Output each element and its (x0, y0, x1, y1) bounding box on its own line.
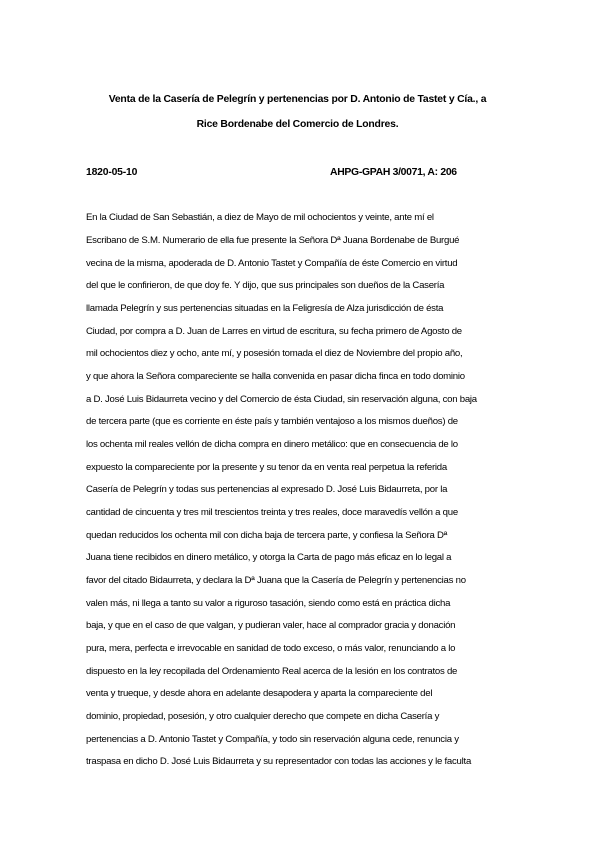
document-title-line-1: Venta de la Casería de Pelegrín y pertenencias por D. Antonio de Tastet y Cía., a (108, 94, 487, 105)
body-line: traspasa en dicho D. José Luis Bidaurreta y su representador con todas las acciones y le faculta (86, 756, 472, 767)
body-line: pura, mera, perfecta e irrevocable en sanidad de todo exceso, o más valor, renunciando a lo (86, 643, 456, 654)
body-line: mil ochocientos diez y ocho, ante mí, y posesión tomada el diez de Noviembre del propio año, (86, 348, 463, 359)
body-line: quedan reducidos los ochenta mil con dicha baja de tercera parte, y confiesa la Señora Dª (86, 530, 448, 541)
body-line: favor del citado Bidaurreta, y declara la Dª Juana que la Casería de Pelegrín y pertenencias no (86, 575, 466, 586)
body-line: pertenencias a D. Antonio Tastet y Compañía, y todo sin reservación alguna cede, renuncia y (86, 734, 459, 745)
body-line: de tercera parte (que es corriente en éste país y también ventajoso a los mismos dueños) de (86, 416, 458, 427)
body-line: vecina de la misma, apoderada de D. Antonio Tastet y Compañía de éste Comercio en virtud (86, 258, 458, 269)
body-line: En la Ciudad de San Sebastián, a diez de Mayo de mil ochocientos y veinte, ante mí el (86, 212, 434, 223)
body-line: valen más, ni llega a tanto su valor a riguroso tasación, siendo como está en práctica dicha (86, 598, 451, 609)
body-line: Ciudad, por compra a D. Juan de Larres en virtud de escritura, su fecha primero de Agosto de (86, 326, 462, 337)
body-line: expuesto la compareciente por la presente y su tenor da en venta real perpetua la referida (86, 462, 447, 473)
document-title-line-2: Rice Bordenabe del Comercio de Londres. (196, 119, 399, 130)
body-line: del que le confirieron, de que doy fe. Y dijo, que sus principales son dueños de la Casería (86, 280, 445, 291)
body-line: dominio, propiedad, posesión, y otro cualquier derecho que compete en dicha Casería y (86, 711, 440, 722)
archive-reference: AHPG-GPAH 3/0071, A: 206 (330, 167, 457, 178)
body-line: los ochenta mil reales vellón de dicha compra en dinero metálico: que en consecuencia de lo (86, 439, 458, 450)
document-date: 1820-05-10 (86, 167, 138, 178)
body-line: Juana tiene recibidos en dinero metálico, y otorga la Carta de pago más eficaz en lo legal a (86, 552, 452, 563)
body-line: Casería de Pelegrín y todas sus pertenencias al expresado D. José Luis Bidaurreta, por la (86, 484, 448, 495)
body-line: y que ahora la Señora compareciente se halla convenida en pasar dicha finca en todo dominio (86, 371, 465, 382)
body-line: venta y trueque, y desde ahora en adelante desapodera y aparta la compareciente del (86, 688, 433, 699)
body-line: cantidad de cincuenta y tres mil trescientos treinta y tres reales, doce maravedís vellón a que (86, 507, 458, 518)
body-line: Escribano de S.M. Numerario de ella fue presente la Señora Dª Juana Bordenabe de Burgué (86, 235, 460, 246)
body-line: dispuesto en la ley recopilada del Ordenamiento Real acerca de la lesión en los contratos de (86, 666, 458, 677)
body-line: llamada Pelegrín y sus pertenencias situadas en la Feligresía de Alza jurisdicción de ésta (86, 303, 444, 314)
body-line: baja, y que en el caso de que valgan, y pudieran valer, hace al comprador gracia y donación (86, 620, 456, 631)
body-line: a D. José Luis Bidaurreta vecino y del Comercio de ésta Ciudad, sin reservación alguna, con baja (86, 394, 477, 405)
